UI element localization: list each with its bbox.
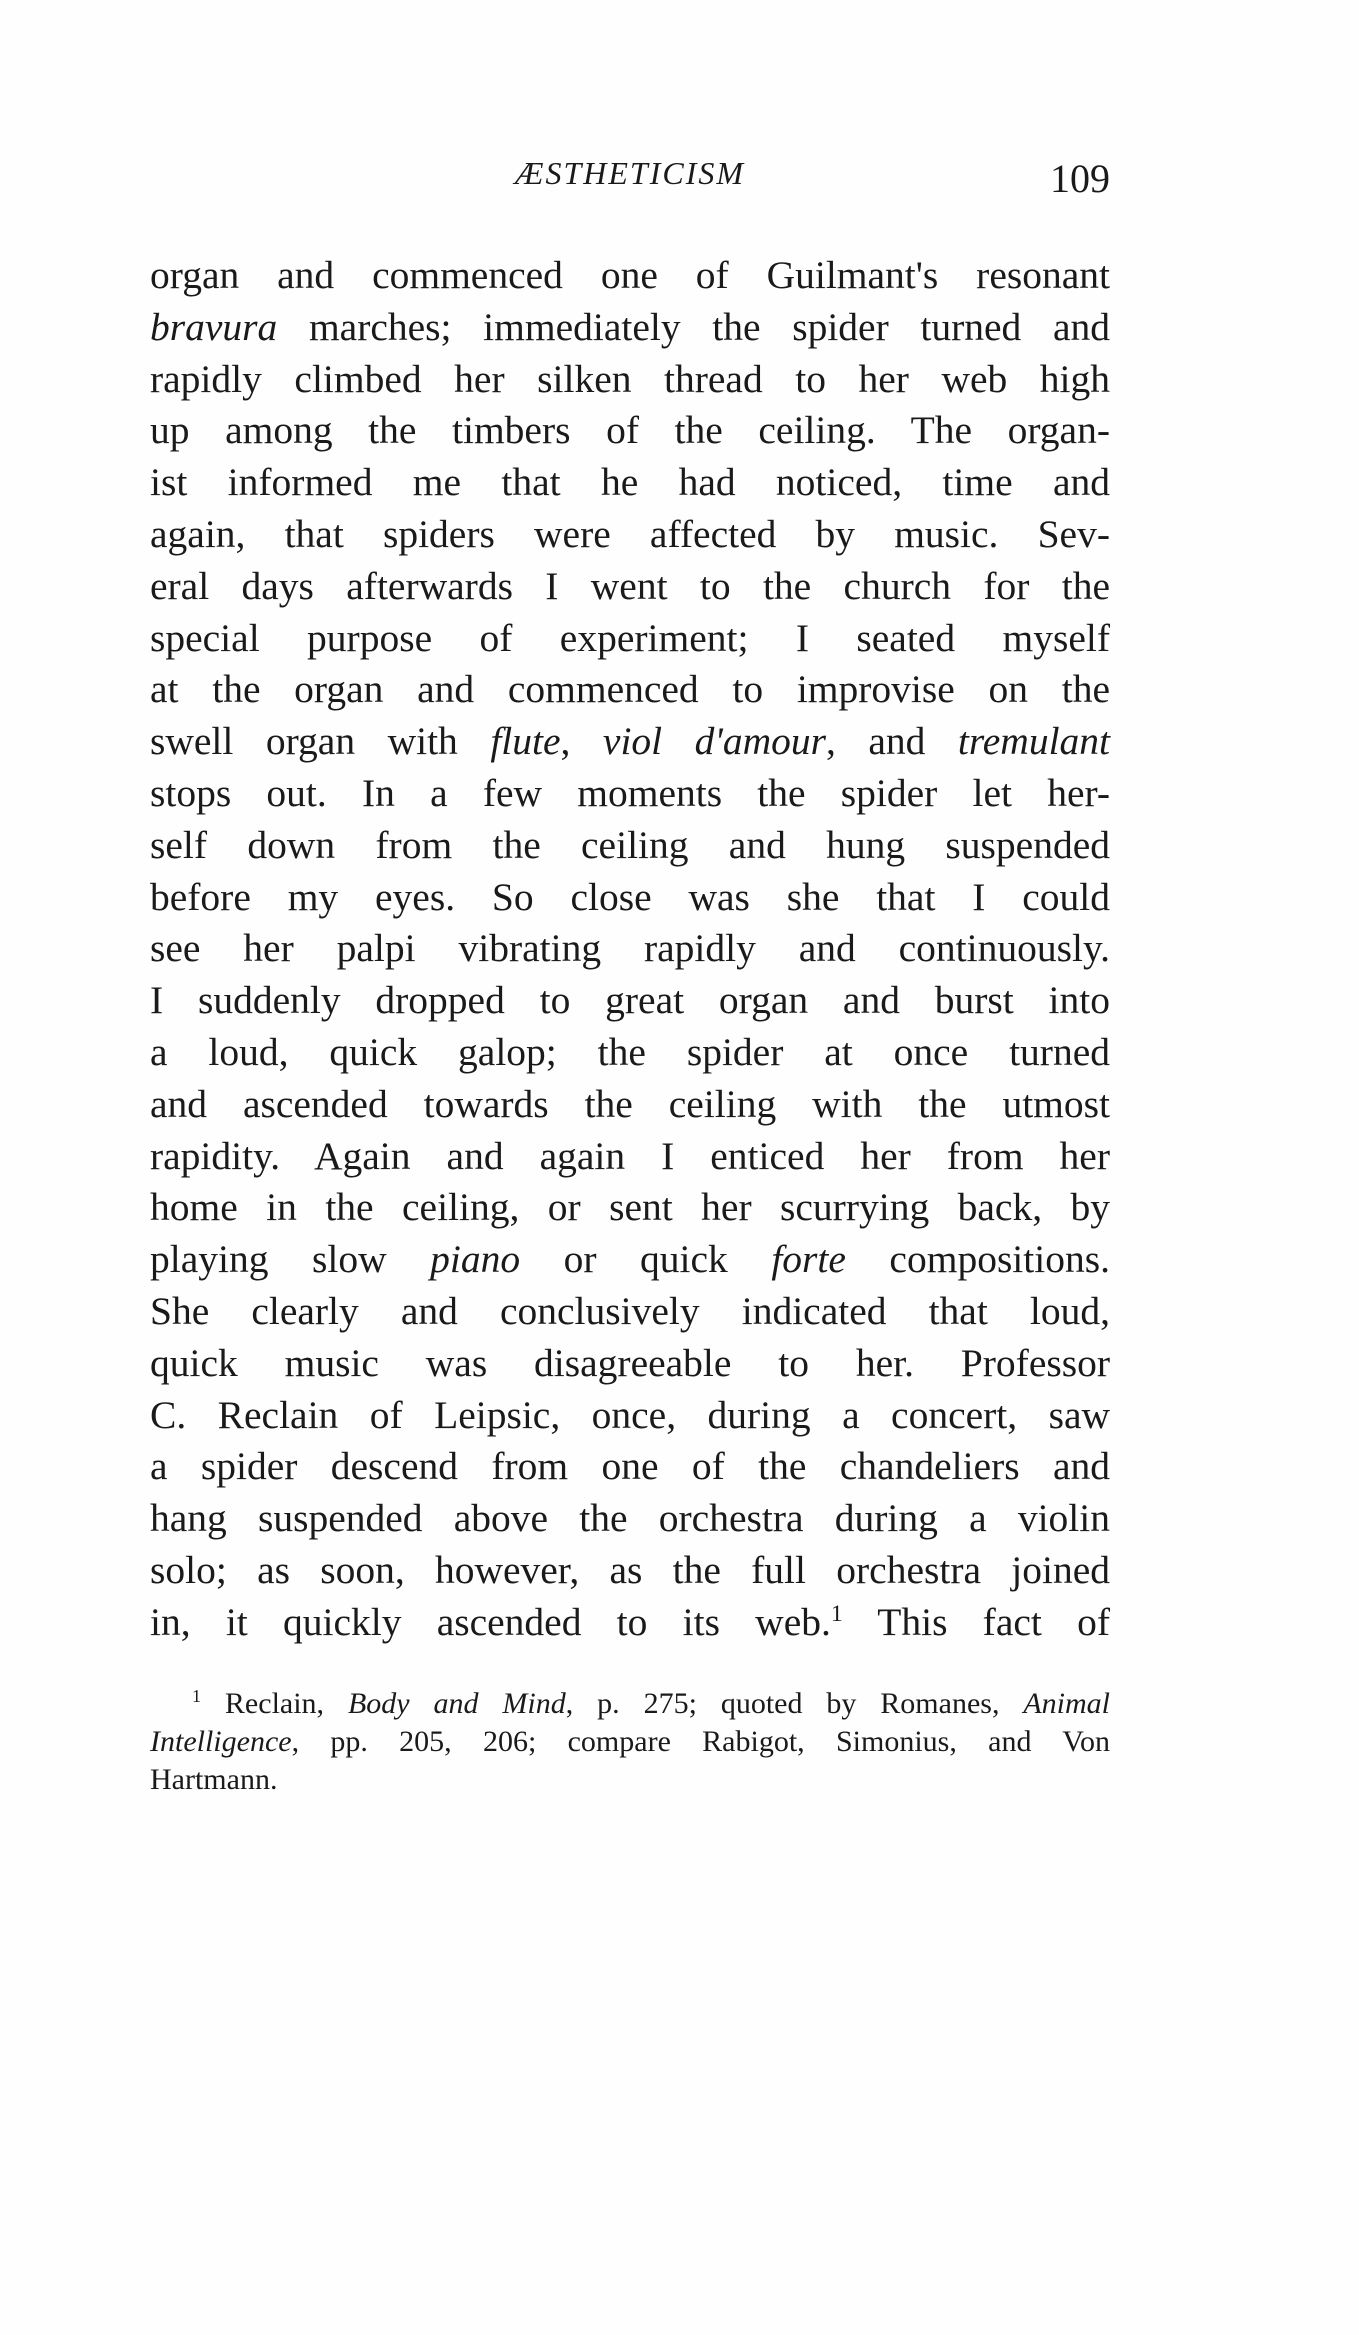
text-line: eral days afterwards I went to the church for the [150, 563, 1110, 608]
text-line: stops out. In a few moments the spider let her- [150, 770, 1110, 815]
page-header [150, 155, 1110, 205]
text-line: I suddenly dropped to great organ and burst into [150, 978, 1110, 1023]
text-line: before my eyes. So close was she that I could [150, 874, 1110, 919]
text-line: swell organ with flute, viol d'amour, and tremulant [150, 719, 1111, 764]
text-fragment: in, it quickly ascended to its web. [150, 1599, 831, 1644]
footnote-text: , p. 275; quoted by Romanes, [565, 1687, 1024, 1720]
text-line: see her palpi vibrating rapidly and continuously. [150, 926, 1110, 971]
text-line: special purpose of experiment; I seated myself [150, 615, 1110, 660]
footnote-line [150, 1723, 1110, 1761]
footnote-title: Intelligence [150, 1725, 292, 1758]
text-fragment: This fact of [877, 1599, 1110, 1644]
text-line: home in the ceiling, or sent her scurrying back, by [150, 1185, 1110, 1230]
footnote [150, 1685, 1110, 1799]
italic-term: viol d'amour [602, 719, 826, 764]
text-line: playing slow piano or quick forte compositions. [150, 1237, 1110, 1282]
body-text [150, 250, 1110, 1649]
italic-term: flute [490, 719, 561, 764]
footnote-line: Hartmann. [150, 1763, 278, 1796]
text-line: again, that spiders were affected by music. Sev- [150, 511, 1110, 556]
footnote-title: Animal [1023, 1687, 1111, 1720]
italic-term: bravura [150, 304, 278, 349]
text-line: quick music was disagreeable to her. Professor [150, 1340, 1110, 1385]
text-fragment: marches; immediately the spider turned and [308, 304, 1111, 349]
text-line-last [150, 1597, 1110, 1649]
text-line: C. Reclain of Leipsic, once, during a concert, saw [150, 1392, 1110, 1437]
footnote-line [150, 1685, 1110, 1723]
running-head: ÆSTHETICISM [514, 155, 745, 191]
italic-term: tremulant [957, 719, 1111, 764]
text-line: a loud, quick galop; the spider at once turned [150, 1029, 1110, 1074]
text-line: a spider descend from one of the chandeliers and [150, 1444, 1110, 1489]
text-line: at the organ and commenced to improvise on the [150, 667, 1110, 712]
text-line: She clearly and conclusively indicated that loud, [150, 1288, 1110, 1333]
text-line [150, 302, 1110, 354]
text-line: and ascended towards the ceiling with the utmost [150, 1081, 1110, 1126]
footnote-title: Body and Mind [347, 1687, 566, 1720]
text-line: organ and commenced one of Guilmant's resonant [150, 253, 1110, 297]
footnote-text: Reclain, [224, 1687, 348, 1720]
footnote-marker: 1 [192, 1686, 201, 1706]
text-line: solo; as soon, however, as the full orchestra joined [150, 1547, 1110, 1592]
italic-term: forte [771, 1237, 846, 1282]
italic-term: piano [430, 1237, 521, 1282]
text-line: ist informed me that he had noticed, time and [150, 460, 1110, 505]
text-line: rapidly climbed her silken thread to her web high [150, 356, 1110, 401]
footnote-reference[interactable]: 1 [830, 1600, 843, 1627]
text-line: up among the timbers of the ceiling. The organ- [150, 408, 1110, 453]
text-line: hang suspended above the orchestra during a violin [150, 1496, 1110, 1541]
text-line: self down from the ceiling and hung suspended [150, 822, 1110, 867]
text-line: rapidity. Again and again I enticed her from her [150, 1133, 1110, 1178]
page-number: 109 [1050, 156, 1110, 201]
footnote-text: , pp. 205, 206; compare Rabigot, Simonius, and Von [291, 1725, 1110, 1758]
